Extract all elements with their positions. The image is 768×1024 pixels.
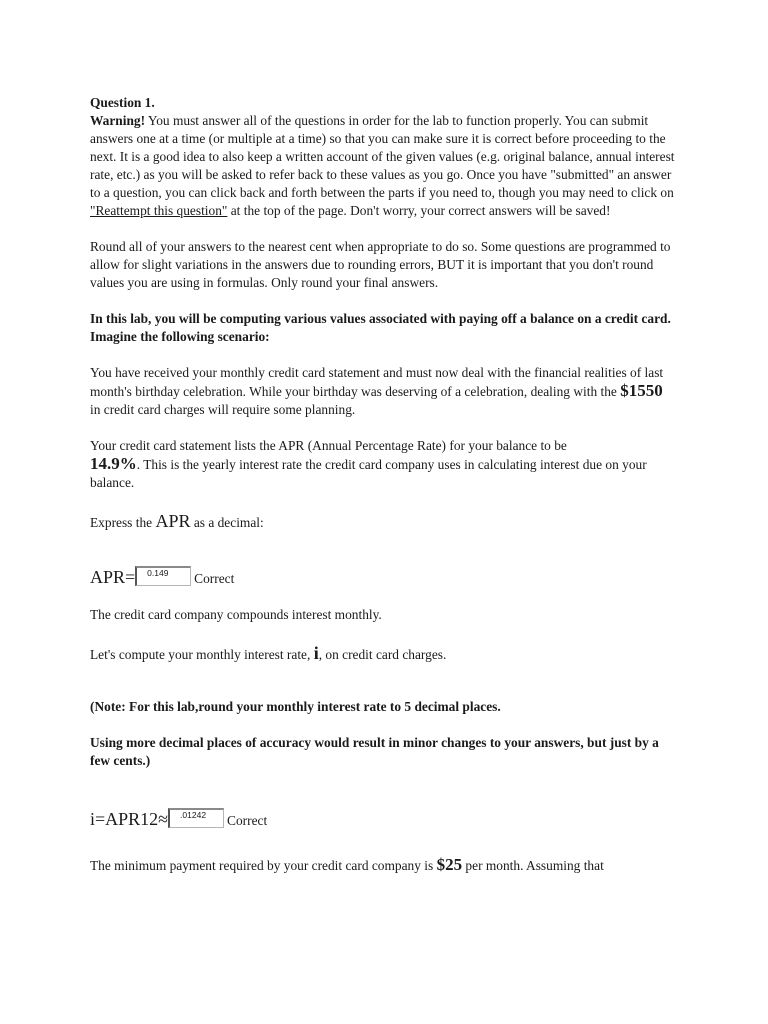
warning-text-end: at the top of the page. Don't worry, your correct answers will be saved! [227,203,611,218]
apr-correct-status: Correct [194,571,235,586]
warning-label: Warning! [90,113,146,128]
monthly-rate-paragraph [90,644,680,664]
apr-term: APR [155,511,191,531]
scenario-text: You have received your monthly credit card statement and must now deal with the financial realities of last month's birthday celebration. While your birthday was deserving of a celebration, dealing with the [90,365,664,399]
apr-statement-text: Your credit card statement lists the APR (Annual Percentage Rate) for your balance to be [90,438,567,453]
apr-answer-row [90,566,680,588]
express-apr-paragraph [90,512,680,532]
monthly-rate-symbol: i [313,643,319,663]
rounding-paragraph: Round all of your answers to the nearest cent when appropriate to do so. Some questions are programmed to allow for slight variations in the answers due to rounding errors, BUT it is important that you don't round values you are using in formulas. Only round your final answers. [90,239,671,290]
compound-paragraph: The credit card company compounds interest monthly. [90,607,382,622]
i-answer-input[interactable]: .01242 [168,808,224,828]
i-correct-status: Correct [227,813,268,828]
i-answer-row [90,808,680,830]
min-payment-paragraph [90,856,680,875]
note-rounding: (Note: For this lab,round your monthly interest rate to 5 decimal places. [90,699,501,714]
intro-paragraph: In this lab, you will be computing various values associated with paying off a balance on a credit card. Imagine the following scenario: [90,311,671,344]
reattempt-question-link[interactable]: "Reattempt this question" [90,203,228,218]
apr-rate: 14.9% [90,454,137,473]
monthly-rate-text-end: , on credit card charges. [318,647,447,662]
express-apr-text-end: as a decimal: [190,515,264,530]
apr-statement-text-end: . This is the yearly interest rate the credit card company uses in calculating interest due on your balance. [90,457,647,490]
warning-paragraph [90,94,680,220]
min-payment-amount: $25 [436,855,463,874]
warning-text: You must answer all of the questions in order for the lab to function properly. You can submit answers one at a time (or multiple at a time) so that you can make sure it is correct before proceeding to the next. It is a good idea to also keep a written account of the given values (e.g. original balance, annual interest rate, etc.) as you will be asked to refer back to these values as you go. Once you have "submitted" an answer to a question, you can click back and forth between the parts if you need to, though you may need to click on [90,113,675,200]
scenario-paragraph [90,364,680,419]
note-accuracy: Using more decimal places of accuracy would result in minor changes to your answers, but just by a few cents.) [90,735,659,768]
question-content [90,94,680,875]
monthly-rate-text: Let's compute your monthly interest rate, [90,647,314,662]
question-title: Question 1. [90,95,155,110]
min-payment-text-end: per month. Assuming that [462,858,604,873]
i-equation-label: i=APR12≈ [90,809,169,829]
balance-amount: $1550 [620,381,663,400]
apr-equation-label: APR= [90,567,136,587]
scenario-text-end: in credit card charges will require some planning. [90,402,356,417]
min-payment-text: The minimum payment required by your credit card company is [90,858,437,873]
apr-statement-paragraph [90,437,680,492]
apr-answer-input[interactable]: 0.149 [135,566,191,586]
express-apr-text: Express the [90,515,156,530]
